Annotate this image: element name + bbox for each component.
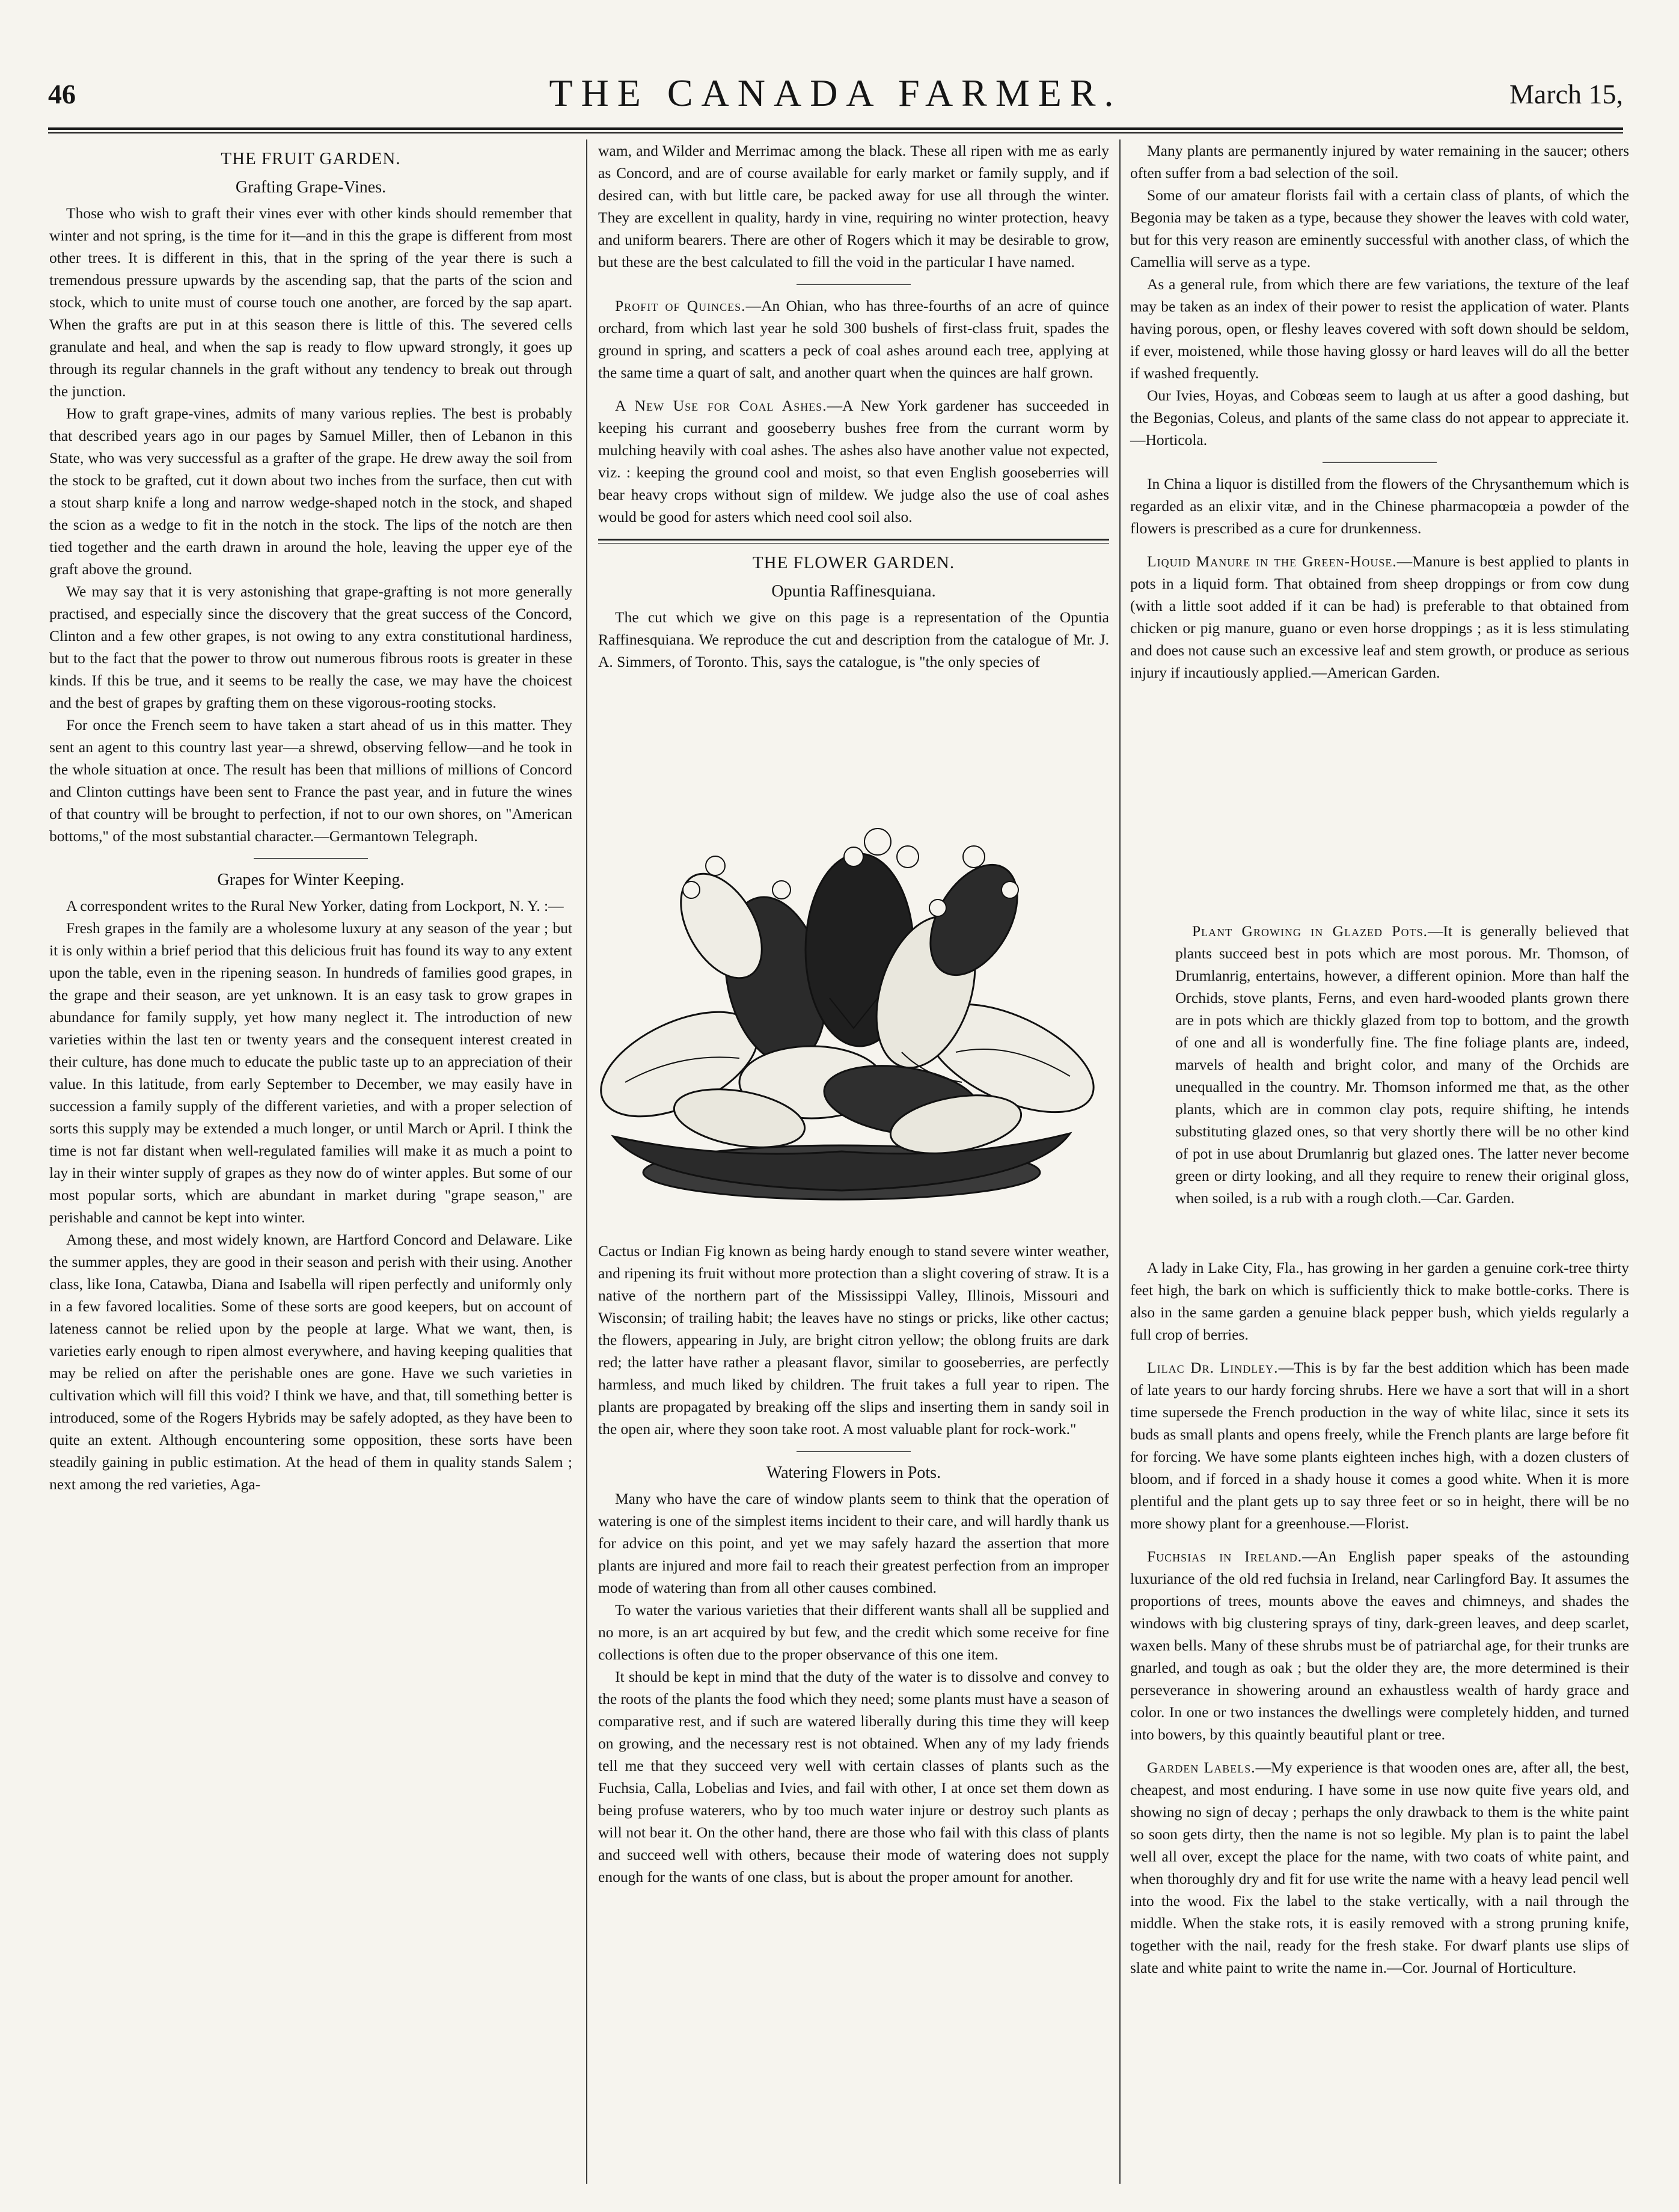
header-rule-thin xyxy=(48,132,1623,133)
article-opuntia-continued xyxy=(598,1240,1109,1440)
paragraph-text: —This is by far the best addition which has been made of late years to our hardy forcing shrubs. Here we have a sort that will in a short time supersede the French production in the way of white lilac, since it sets its buds as small plants and opens freely, while the French plants are large before fit for forcing. We have some plants eighteen inches high, with a dozen clusters of bloom, and if forced in a shady house it comes a good white. When it is more plentiful and the plant gets up to say three feet or so in height, there will be no more showy plant for a greenhouse.—Florist. xyxy=(1130,1359,1629,1532)
article-grapes xyxy=(49,895,572,1495)
article-title-grafting: Grafting Grape-Vines. xyxy=(235,178,387,197)
separator xyxy=(797,1451,911,1452)
paragraph: How to graft grape-vines, admits of many various replies. The best is probably that described years ago in our pages by Samuel Miller, then of Lebanon in this State, who was very successful as a grafter of the grape. He drew away the soil from the stock to be grafted, cut it down about two inches from the surface, then cut with a stout sharp knife a long and narrow wedge-shaped notch in the stock, and shaped the scion as a wedge to fit in the notch in the stock. The lips of the notch are then tied together and the earth drawn in around the hole, leaving the upper eye of the graft above the ground. xyxy=(49,405,572,578)
article-lilac xyxy=(1130,1356,1629,1534)
paragraph xyxy=(598,295,1109,384)
issue-date: March 15, xyxy=(1509,79,1623,109)
paragraph: For once the French seem to have taken a start ahead of us in this matter. They sent an agent to this country last year—a shrewd, observing fellow—and he took in the whole situation at once. The result has been that millions of millions of Concord and Clinton cuttings have been sent to France the past year, and in future the wines of that country will be brought to perfection, if not to our own shores, on "American bottoms," of the most substantial character.—Germantown Telegraph. xyxy=(49,716,572,845)
paragraph xyxy=(1130,1756,1629,1979)
paragraph-text: —Manure is best applied to plants in pots in a liquid form. That obtained from sheep droppings or from cow dung (with a little soot added if it can be had) is preferable to that obtained from chicken or pig manure, guano or even horse droppings ; as it is less stimulating and does not cause such an excessive leaf and stem growth, or produce as serious injury if incautiously applied.—American Garden. xyxy=(1130,553,1629,681)
column-2 xyxy=(598,139,1109,684)
paragraph xyxy=(1130,1356,1629,1534)
runin-heading: Garden Labels. xyxy=(1147,1759,1256,1776)
page-number: 46 xyxy=(48,79,76,109)
paragraph xyxy=(1130,1545,1629,1745)
paragraph: Fresh grapes in the family are a wholesome luxury at any season of the year ; but it is only within a brief period that this delicious fruit has found its way to any extent upon the table, even in the ripening season. In hundreds of families good grapes, in the grape and their season, are yet unknown. It is an easy task to grow grapes in abundance for family supply, yet how many neglect it. The introduction of new varieties within the last ten or twenty years and the consequent interest created in their culture, has done much to educate the public taste up to an appreciation of their value. In this latitude, from early September to December, we may easily have in succession a family supply of the different varieties, and with a proper selection of sorts this supply may be extended a much longer, or until March or April. I think the time is not far distant when well-regulated families will make it as much a point to lay in their winter supply of grapes as they now do of winter apples. But some of our most popular sorts, which are abundant in market during "grape season," are perishable and cannot be kept into winter. xyxy=(49,919,572,1226)
column-3-beside-figure xyxy=(1175,920,1629,1220)
paragraph: In China a liquor is distilled from the flowers of the Chrysanthemum which is regarded as an elixir vitæ, and in the Chinese pharmacopœia a powder of the flowers is prescribed as a cure for drunkenness. xyxy=(1130,475,1629,537)
paragraph-text: —My experience is that wooden ones are, after all, the best, cheapest, and most enduring. I have some in use now quite five years old, and showing no sign of decay ; perhaps the only drawback to them is the white paint so soon gets dirty, then the name is not so legible. My plan is to paint the label well all over, except the place for the name, with two coats of white paint, and when thoroughly dry and fit for use write the name with a heavy lead pencil well into the wood. Fix the label to the stake vertically, with a nail through the middle. When the stake rots, it is easily removed with a strong pruning knife, together with the nail, ready for the fresh stake. For dwarf plants use slips of slate and white paint to write the name in.—Cor. Journal of Horticulture. xyxy=(1130,1759,1629,1976)
article-watering xyxy=(598,1487,1109,1888)
paragraph: Many plants are permanently injured by water remaining in the saucer; others often suffer from a bad selection of the soil. xyxy=(1130,142,1629,182)
article-garden-labels xyxy=(1130,1756,1629,1979)
paragraph: Some of our amateur florists fail with a certain class of plants, of which the Begonia may be taken as a type, because they shower the leaves with cold water, but for this very reason are eminently successful with another class, of which the Camellia will serve as a type. xyxy=(1130,186,1629,271)
section-title-fruit-garden: THE FRUIT GARDEN. xyxy=(221,149,401,168)
article-watering-continued xyxy=(1130,139,1629,451)
article-grapes-continued xyxy=(598,139,1109,273)
article-quinces xyxy=(598,295,1109,384)
paragraph: To water the various varieties that their different wants shall all be supplied and no more, is an art acquired by but few, and the credit which some receive for fine collections is often due to the proper observance of this one item. xyxy=(598,1601,1109,1663)
article-fuchsias xyxy=(1130,1545,1629,1745)
article-title-grapes: Grapes for Winter Keeping. xyxy=(217,871,405,889)
section-title-flower-garden: THE FLOWER GARDEN. xyxy=(752,553,955,572)
section-rule-thin xyxy=(598,543,1109,544)
article-opuntia xyxy=(598,606,1109,673)
paragraph: As a general rule, from which there are few variations, the texture of the leaf may be taken as an index of their power to resist the application of water. Plants having porous, open, or fleshy leaves covered with soft down should be seldom, if ever, moistened, while those having glossy or hard leaves will do all the better if washed frequently. xyxy=(1130,275,1629,382)
opuntia-illustration xyxy=(541,800,1142,1221)
publication-title: THE CANADA FARMER. xyxy=(549,72,1122,114)
section-rule xyxy=(598,539,1109,541)
paragraph: wam, and Wilder and Merrimac among the black. These all ripen with me as early as Concord, and are of course available for early market or family supply, and if desired can, with but little care, be packed away for use all through the winter. They are excellent in quality, hardy in vine, requiring no winter protection, heavy and uniform bearers. There are other of Rogers which it may be desirable to grow, but these are the best calculated to fill the void in the particular I have named. xyxy=(598,142,1109,271)
paragraph: The cut which we give on this page is a representation of the Opuntia Raffinesquiana. We reproduce the cut and description from the catalogue of Mr. J. A. Simmers, of Toronto. This, says the catalogue, is "the only species of xyxy=(598,608,1109,670)
paragraph-text: —An English paper speaks of the astounding luxuriance of the old red fuchsia in Ireland, near Carlingford Bay. It assumes the proportions of trees, mounts above the eaves and chimneys, and shades the windows with big clustering sprays of tiny, dark-green leaves, and deep scarlet, waxen bells. Many of these shrubs must be of patriarchal age, for their trunks are gnarled, and tough as oak ; but the older they are, the more determined is their perseverance in showering around an exhaustless wealth of hardy grace and color. In one or two instances the dwellings were completely hidden, and turned into bowers, by this quaintly beautiful plant or tree. xyxy=(1130,1548,1629,1743)
article-coal-ashes xyxy=(598,394,1109,528)
column-2-lower xyxy=(598,1240,1109,1899)
column-1 xyxy=(49,139,572,1506)
paragraph: It should be kept in mind that the duty of the water is to dissolve and convey to the roots of the plants the food which they need; some plants must have a season of comparative rest, and if such are watered liberally during this time they will keep on growing, and the necessary rest is not obtained. When any of my lady friends tell me that they succeed very well with certain classes of plants such as the Fuchsia, Calla, Lobelias and Ivies, and fail with other, I at once set them down as being profuse waterers, who by too much water injure or destroy such plants as will not bear it. On the other hand, there are those who fail with this class of plants and succeed well with others, because their mode of watering does not supply enough for the wants of one class, but is about the proper amount for another. xyxy=(598,1668,1109,1886)
article-title-watering: Watering Flowers in Pots. xyxy=(766,1463,941,1482)
separator xyxy=(254,858,368,859)
paragraph xyxy=(598,394,1109,528)
runin-heading: Lilac Dr. Lindley. xyxy=(1147,1359,1279,1376)
runin-heading: Plant Growing in Glazed Pots. xyxy=(1192,922,1428,940)
paragraph-text: —A New York gardener has succeeded in keeping his currant and gooseberry bushes free from the currant worm by mulching heavily with coal ashes. The ashes also have another value not expected, viz. : keeping the ground cool and moist, so that even English gooseberries will bear heavy crops without sign of mildew. We judge also the use of coal ashes would be good for asters which need cool soil also. xyxy=(598,397,1110,525)
paragraph: We may say that it is very astonishing that grape-grafting is not more generally practised, and especially since the discovery that the great success of the Concord, Clinton and a few other grapes, is not owing to any extra constitutional hardiness, but to the fact that the power to throw out numerous fibrous roots is greater in these kinds. If this be true, and it seems to be really the case, we may have the choicest and the best of grapes by grafting them on these vigorous-rooting stocks. xyxy=(49,583,572,711)
article-grafting xyxy=(49,202,572,847)
paragraph xyxy=(1175,920,1629,1209)
paragraph: Cactus or Indian Fig known as being hardy enough to stand severe winter weather, and ripening its fruit without more protection than a slight covering of straw. It is a native of the northern part of the Mississippi Valley, Illinois, Missouri and Wisconsin; of trailing habit; the leaves have no stings or pricks, like other cactus; the flowers, appearing in July, are bright citron yellow; the oblong fruits are dark red; the latter have rather a pleasant flavor, similar to gooseberries, are perfectly harmless, and much liked by children. The fruit takes a full year to ripen. The plants are propagated by breaking off the slips and inserting them in sandy soil in the open air, where they soon take root. A most valuable plant for rock-work." xyxy=(598,1242,1109,1438)
paragraph: Those who wish to graft their vines ever with other kinds should remember that winter and not spring, is the time for it—and in this the grape is different from most other trees. It is different in this, that in the spring of the year there is such a tremendous pressure upwards by the ascending sap, that the parts of the scion and stock, which to unite must of course touch one another, are forced by the sap apart. When the grafts are put in at this season there is little of this. The severed cells granulate and heal, and when the sap is ready to flow upward strongly, it goes up through its regular channels in the graft without any tendency to break out through the junction. xyxy=(49,204,572,400)
article-china xyxy=(1130,473,1629,539)
paragraph: Our Ivies, Hoyas, and Cobœas seem to laugh at us after a good dashing, but the Begonias, Coleus, and plants of the same class do not appear to appreciate it.—Horticola. xyxy=(1130,387,1629,449)
paragraph: A lady in Lake City, Fla., has growing in her garden a genuine cork-tree thirty feet high, the bark on which is sufficiently thick to make bottle-corks. There is also in the same garden a genuine black pepper bush, which yields regularly a full crop of berries. xyxy=(1130,1259,1629,1343)
runin-heading: A New Use for Coal Ashes. xyxy=(615,397,827,414)
article-liquid-manure xyxy=(1130,550,1629,684)
separator xyxy=(797,284,911,285)
article-glazed-pots xyxy=(1175,920,1629,1209)
paragraph xyxy=(1130,550,1629,684)
paragraph: Among these, and most widely known, are Hartford Concord and Delaware. Like the summer apples, they are good in their season and perish with their using. Another class, like Iona, Catawba, Diana and Isabella will ripen perfectly and uniformly only in a few favored localities. Some of these sorts are good keepers, but on account of lateness cannot be relied upon by the people at large. What we want, then, is varieties early enough to ripen almost everywhere, and having keeping qualities that may be relied on after the perishable ones are gone. Have we such varieties in cultivation which will fill this void? I think we have, and that, till something better is introduced, some of the Rogers Hybrids may be safely adopted, as they have been to quite an extent. Although encountering some opposition, these sorts have been steadily gaining in public estimation. At the head of them in quality stands Salem ; next among the red varieties, Aga- xyxy=(49,1231,572,1493)
page-header xyxy=(48,66,1623,132)
paragraph-text: —It is generally believed that plants succeed best in pots which are most porous. Mr. Thomson, of Drumlanrig, entertains, however, a different opinion. More than half the Orchids, stove plants, Ferns, and even hard-wooded plants grown there are in pots which are thickly glazed from top to bottom, and the growth of one and all is wonderfully fine. The fine foliage plants are, indeed, marvels of health and bright color, and many of the Orchids are unequalled in the country. Mr. Thomson informed me that, as the other plants, which are in common clay pots, require shifting, he intends substituting glazed ones, so that very shortly there will be no other kind of pot in use about Drumlanrig but glazed ones. The latter never become green or dirty looking, and all they require to renew their original gloss, when soiled, is a rub with a rough cloth.—Car. Garden. xyxy=(1175,922,1629,1207)
runin-heading: Fuchsias in Ireland. xyxy=(1147,1548,1303,1565)
article-lake-city xyxy=(1130,1257,1629,1346)
paragraph-text: —An Ohian, who has three-fourths of an acre of quince orchard, from which last year he sold 300 bushels of first-class fruit, spades the ground in spring, and scatters a peck of coal ashes around each tree, applying at the same time a quart of salt, and another quart when the quinces are half grown. xyxy=(598,297,1109,381)
column-3-bottom xyxy=(1130,1257,1629,1990)
column-3 xyxy=(1130,139,1629,694)
paragraph: Many who have the care of window plants seem to think that the operation of watering is one of the simplest items incident to their care, and will hardly thank us for advice on this point, and yet we may safely hazard the assertion that more plants are injured and more fail to reach their greatest perfection from an improper mode of watering than from all other causes combined. xyxy=(598,1490,1109,1596)
runin-heading: Liquid Manure in the Green-House. xyxy=(1147,553,1397,570)
header-rule xyxy=(48,127,1623,130)
runin-heading: Profit of Quinces. xyxy=(615,297,746,314)
paragraph: A correspondent writes to the Rural New Yorker, dating from Lockport, N. Y. :— xyxy=(66,897,564,915)
separator xyxy=(1323,462,1437,463)
article-title-opuntia: Opuntia Raffinesquiana. xyxy=(771,582,936,601)
